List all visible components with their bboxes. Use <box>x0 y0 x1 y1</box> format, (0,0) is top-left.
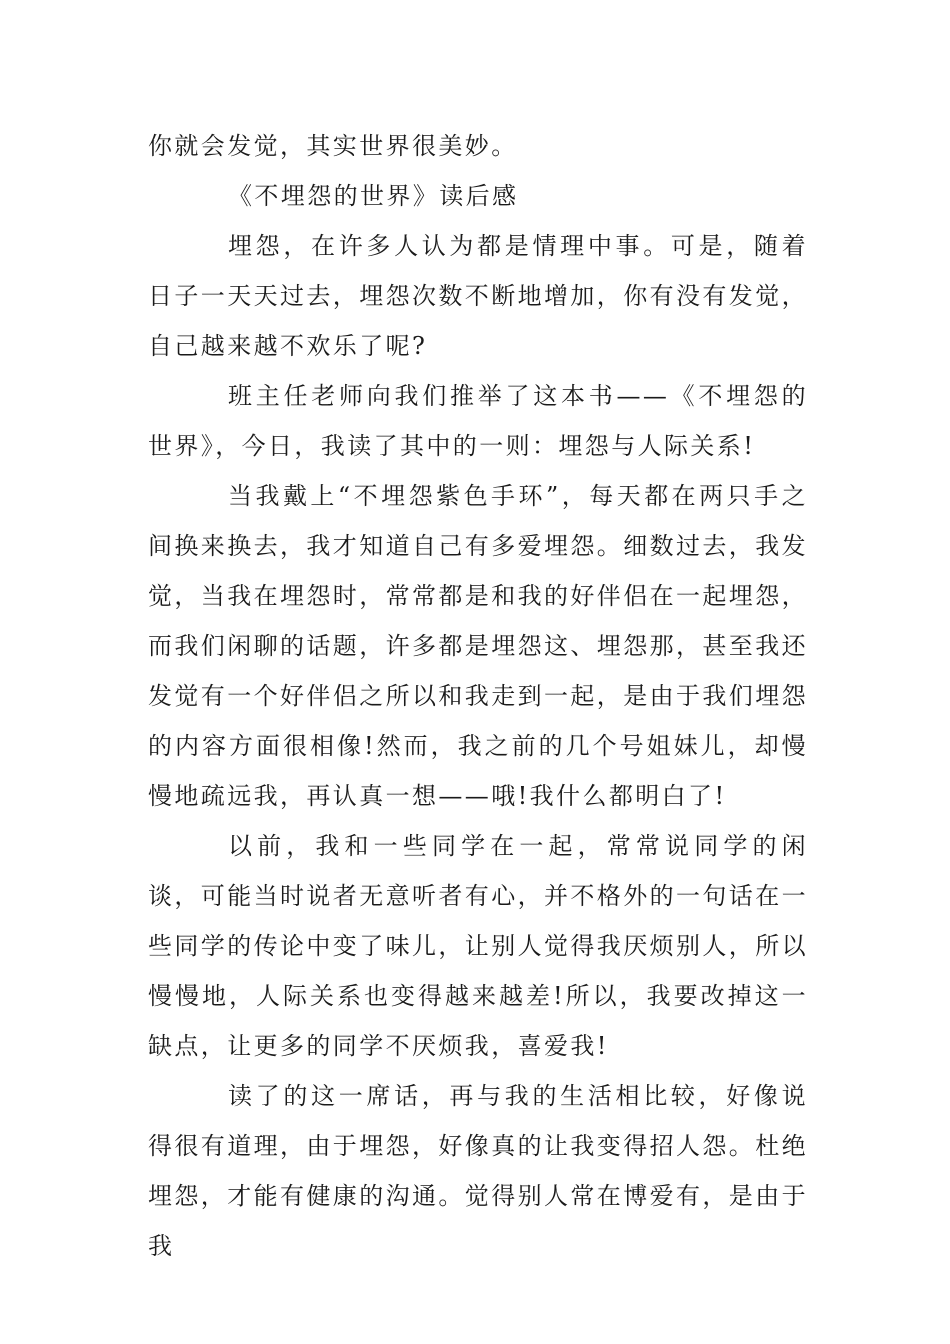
paragraph: 以前，我和一些同学在一起，常常说同学的闲谈，可能当时说者无意听者有心，并不格外的一句话在一些同学的传论中变了味儿，让别人觉得我厌烦别人，所以慢慢地，人际关系也变得越来越差!所以，我要改掉这一缺点，让更多的同学不厌烦我，喜爱我! <box>148 832 808 1060</box>
document-body <box>148 121 808 1271</box>
essay-title: 《不埋怨的世界》读后感 <box>228 182 519 210</box>
paragraph-continuation: 你就会发觉，其实世界很美妙。 <box>148 132 518 160</box>
paragraph: 读了的这一席话，再与我的生活相比较，好像说得很有道理，由于埋怨，好像真的让我变得招人怨。杜绝埋怨，才能有健康的沟通。觉得别人常在博爱有，是由于我 <box>148 1082 808 1260</box>
paragraph: 班主任老师向我们推举了这本书——《不埋怨的世界》，今日，我读了其中的一则：埋怨与人际关系! <box>148 382 808 460</box>
paragraph: 当我戴上“不埋怨紫色手环”，每天都在两只手之间换来换去，我才知道自己有多爱埋怨。细数过去，我发觉，当我在埋怨时，常常都是和我的好伴侣在一起埋怨，而我们闲聊的话题，许多都是埋怨这、埋怨那，甚至我还发觉有一个好伴侣之所以和我走到一起，是由于我们埋怨的内容方面很相像!然而，我之前的几个号姐妹儿，却慢慢地疏远我，再认真一想——哦!我什么都明白了! <box>148 482 808 810</box>
paragraph: 埋怨，在许多人认为都是情理中事。可是，随着日子一天天过去，埋怨次数不断地增加，你有没有发觉，自己越来越不欢乐了呢? <box>148 232 808 360</box>
